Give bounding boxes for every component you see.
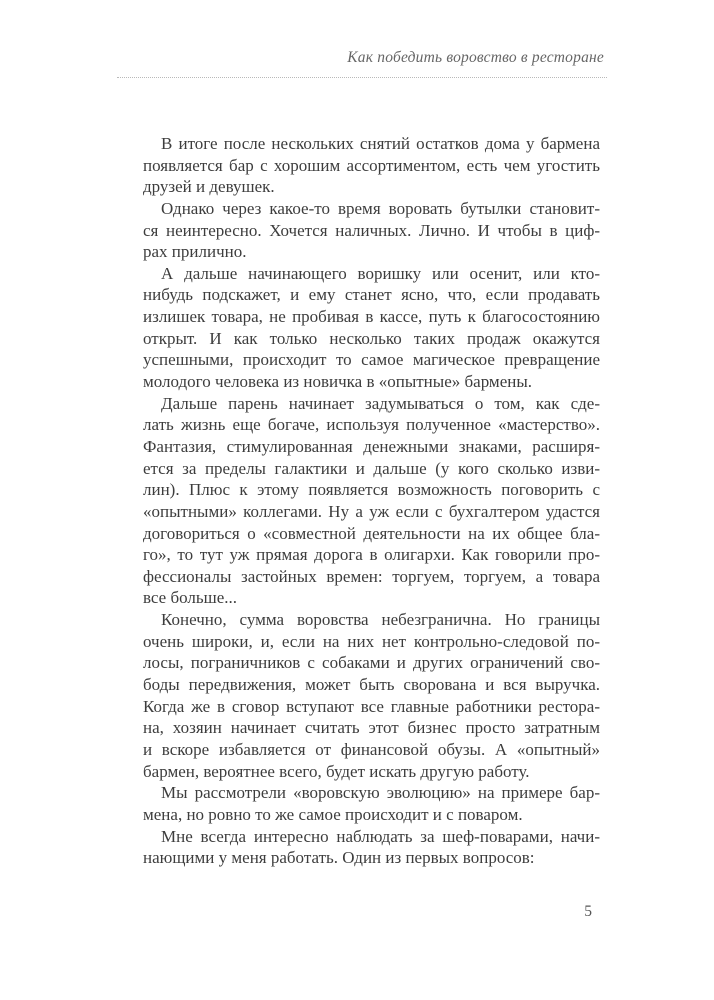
text-line: Когда же в сговор вступают все главные работники рестора-: [143, 696, 600, 716]
page-number: 5: [584, 903, 592, 920]
text-line: бармен, вероятнее всего, будет искать другую работу.: [143, 761, 530, 781]
header-divider: [117, 70, 607, 78]
text-line: очень широки, и, если на них нет контрольно-следовой по-: [143, 631, 600, 651]
text-line: открыт. И как только несколько таких продаж окажутся: [143, 328, 600, 348]
running-header: Как победить воровство в ресторане: [347, 49, 604, 66]
text-line: «опытными» коллегами. Ну а уж если с бухгалтером удастся: [143, 501, 600, 521]
text-line: успешными, происходит то самое магическое превращение: [143, 350, 600, 370]
paragraph: [143, 609, 600, 782]
paragraph: [143, 198, 600, 263]
text-line: Дальше парень начинает задумываться о том, как сде-: [161, 393, 600, 413]
text-line: фессионалы застойных времен: торгуем, торгуем, а товара: [143, 566, 600, 586]
paragraph: [143, 826, 600, 869]
text-line: молодого человека из новичка в «опытные» бармены.: [143, 372, 533, 392]
text-line: излишек товара, не пробивая в кассе, путь к благосостоянию: [143, 307, 600, 327]
text-line: все больше...: [143, 588, 238, 608]
text-line: рах прилично.: [143, 242, 247, 262]
text-line: нибудь подскажет, и ему станет ясно, что, если продавать: [143, 285, 600, 305]
text-line: мена, но ровно то же самое происходит и с поваром.: [143, 804, 523, 824]
text-line: на, хозяин начинает считать этот бизнес просто затратным: [143, 718, 600, 738]
page-text: [143, 133, 600, 869]
text-line: го», то тут уж прямая дорога в олигархи. Как говорили про-: [143, 545, 600, 565]
text-line: ся неинтересно. Хочется наличных. Лично. И чтобы в циф-: [143, 220, 600, 240]
text-line: ется за пределы галактики и дальше (у кого сколько изви-: [143, 458, 600, 478]
text-line: боды передвижения, может быть сворована и вся выручка.: [143, 675, 600, 695]
paragraph: [143, 393, 600, 609]
paragraph: [143, 263, 600, 393]
text-line: А дальше начинающего воришку или осенит, или кто-: [161, 263, 600, 283]
text-line: договориться о «совместной деятельности на их общее бла-: [143, 523, 600, 543]
text-line: лосы, пограничников с собаками и других ограничений сво-: [143, 653, 600, 673]
text-line: Мне всегда интересно наблюдать за шеф-поварами, начи-: [161, 826, 600, 846]
text-line: Конечно, сумма воровства небезгранична. Но границы: [161, 610, 600, 630]
text-line: появляется бар с хорошим ассортиментом, есть чем угостить: [143, 155, 600, 175]
text-line: лать жизнь еще богаче, используя полученное «мастерство».: [143, 415, 600, 435]
text-line: Фантазия, стимулированная денежными знаками, расширя-: [143, 436, 600, 456]
text-line: Однако через какое-то время воровать бутылки становит-: [161, 198, 600, 218]
paragraph: [143, 782, 600, 825]
text-line: В итоге после нескольких снятий остатков дома у бармена: [161, 134, 600, 153]
text-line: и вскоре избавляется от финансовой обузы. А «опытный»: [143, 739, 600, 759]
text-line: Мы рассмотрели «воровскую эволюцию» на примере бар-: [161, 783, 600, 803]
text-line: друзей и девушек.: [143, 177, 275, 197]
paragraph: [143, 133, 600, 198]
text-line: нающими у меня работать. Один из первых вопросов:: [143, 848, 535, 868]
text-line: лин). Плюс к этому появляется возможность поговорить с: [143, 480, 600, 500]
